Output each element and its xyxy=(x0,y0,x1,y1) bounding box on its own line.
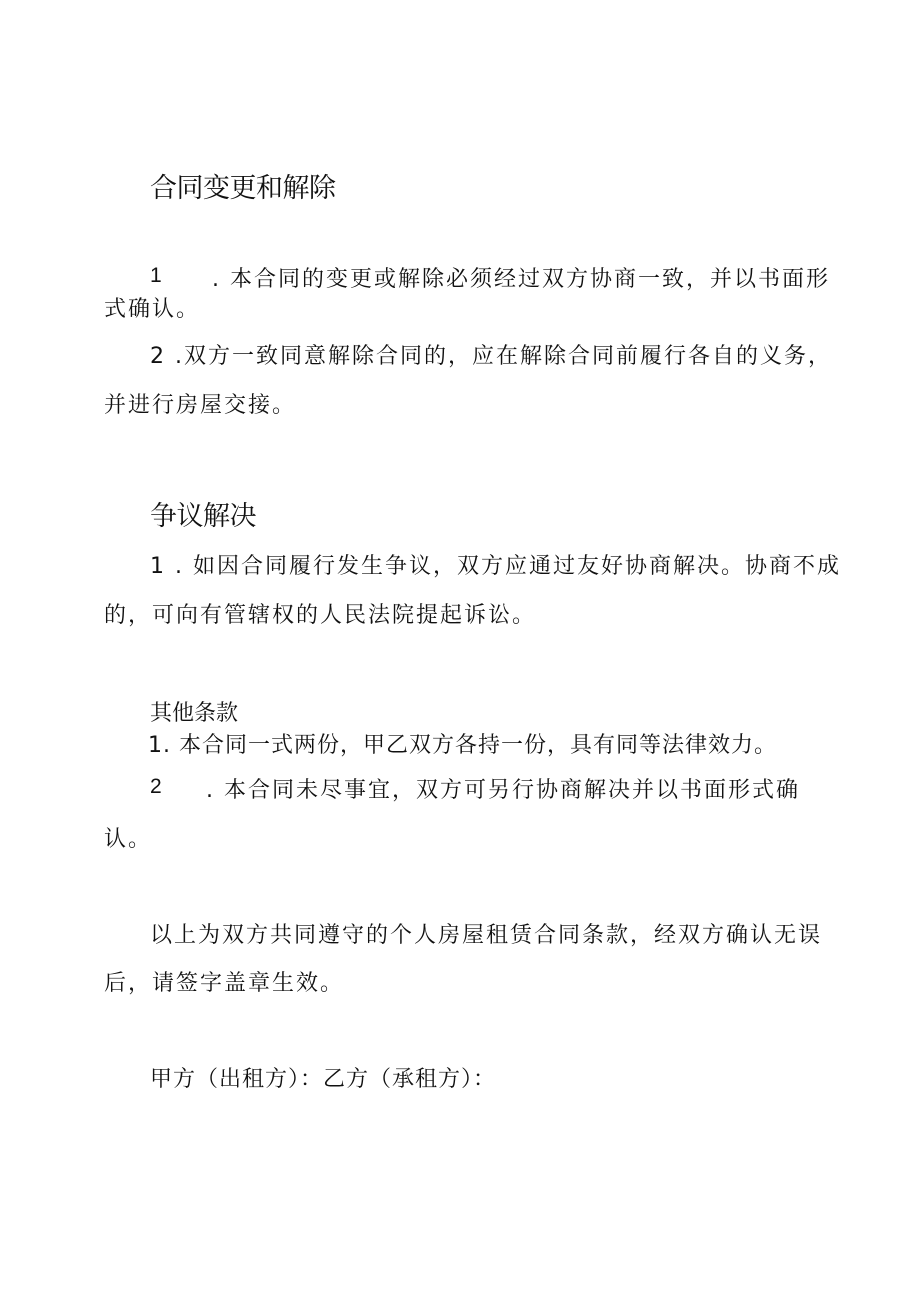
change-item2-line2: 并进行房屋交接。 xyxy=(104,393,297,418)
change-item1-number: 1 xyxy=(150,264,162,287)
signature-line: 甲方（出租方）：乙方（承租方）： xyxy=(150,1067,497,1092)
change-item1-line2: 式确认。 xyxy=(104,297,201,322)
dispute-item1-line1: 1 . 如因合同履行发生争议，双方应通过友好协商解决。协商不成 xyxy=(150,554,841,579)
closing-line1: 以上为双方共同遵守的个人房屋租赁合同条款，经双方确认无误 xyxy=(150,923,823,948)
other-item2-line2: 认。 xyxy=(104,827,153,852)
section-title-change: 合同变更和解除 xyxy=(150,173,336,204)
other-item2-line1: . 本合同未尽事宜，双方可另行协商解决并以书面形式确 xyxy=(206,778,800,803)
other-item2-number: 2 xyxy=(150,775,162,798)
other-item1-line1: 1. 本合同一式两份，甲乙双方各持一份，具有同等法律效力。 xyxy=(148,733,777,758)
change-item2-line1: 2 .双方一致同意解除合同的，应在解除合同前履行各自的义务， xyxy=(150,344,832,369)
section-title-other: 其他条款 xyxy=(150,701,239,726)
change-item1-line1: . 本合同的变更或解除必须经过双方协商一致，并以书面形 xyxy=(212,267,830,292)
closing-line2: 后，请签字盖章生效。 xyxy=(104,971,345,996)
section-title-dispute: 争议解决 xyxy=(150,501,256,532)
dispute-item1-line2: 的，可向有管辖权的人民法院提起诉讼。 xyxy=(104,603,537,628)
